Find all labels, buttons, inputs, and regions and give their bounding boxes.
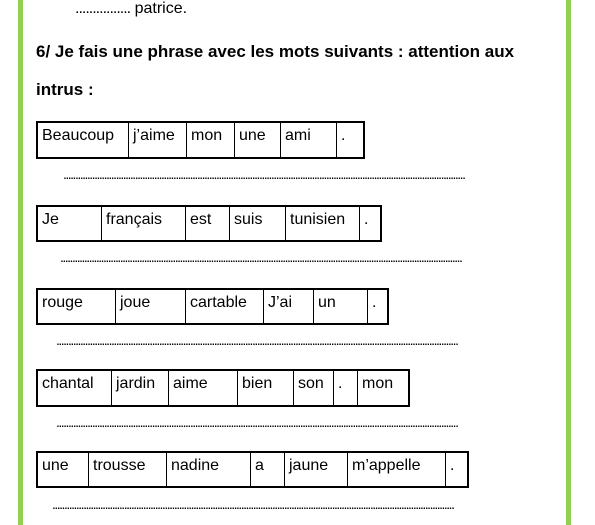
answer-word: patrice. (134, 0, 188, 17)
word-cell: . (450, 457, 455, 474)
word-cell: Beaucoup (38, 123, 129, 157)
exercise-title: 6/ Je fais une phrase avec les mots suivants : attention aux (36, 42, 515, 61)
word-cell: cartable (186, 290, 264, 323)
word-cell: ami (281, 123, 337, 157)
word-table-4 (36, 369, 410, 407)
word-table-2 (36, 205, 382, 242)
exercise-title-continued: intrus : (36, 80, 94, 99)
word-table-1 (36, 121, 365, 159)
word-cell: jaune (285, 453, 348, 486)
word-cell: . (364, 211, 369, 228)
word-cell: une (38, 453, 89, 486)
word-cell: j’aime (129, 123, 187, 157)
answer-line-5[interactable]: ........................................................................................................................................................................ (52, 496, 454, 512)
word-cell: bien (238, 371, 294, 405)
word-cell: J’ai (264, 290, 314, 323)
word-cell: mon (362, 375, 394, 392)
word-table-3 (36, 288, 389, 325)
word-cell: Je (38, 207, 102, 240)
answer-line-1[interactable]: ........................................................................................................................................................................ (63, 166, 465, 182)
word-cell: chantal (38, 371, 112, 405)
answer-line-3[interactable]: ........................................................................................................................................................................ (56, 332, 458, 348)
word-cell: son (294, 371, 334, 405)
word-cell: jardin (112, 371, 169, 405)
word-cell: trousse (89, 453, 167, 486)
word-cell: joue (116, 290, 186, 323)
word-cell: . (334, 371, 358, 405)
word-cell: suis (230, 207, 286, 240)
word-cell: . (341, 127, 346, 144)
answer-blank: ................ (75, 0, 131, 17)
page-border-left (18, 0, 23, 525)
word-cell: aime (169, 371, 238, 405)
word-cell: a (251, 453, 285, 486)
answer-line-2[interactable]: ........................................................................................................................................................................ (60, 249, 462, 265)
word-cell: un (314, 290, 368, 323)
word-cell: français (102, 207, 186, 240)
answer-line-4[interactable]: ........................................................................................................................................................................ (56, 414, 458, 430)
word-table-5 (36, 451, 469, 488)
previous-answer-line (75, 0, 187, 18)
word-cell: mon (187, 123, 235, 157)
page-border-right (566, 0, 571, 525)
word-cell: tunisien (286, 207, 360, 240)
word-cell: une (235, 123, 281, 157)
word-cell: nadine (167, 453, 251, 486)
word-cell: rouge (38, 290, 116, 323)
word-cell: . (372, 294, 377, 311)
word-cell: m’appelle (348, 453, 446, 486)
word-cell: est (186, 207, 230, 240)
